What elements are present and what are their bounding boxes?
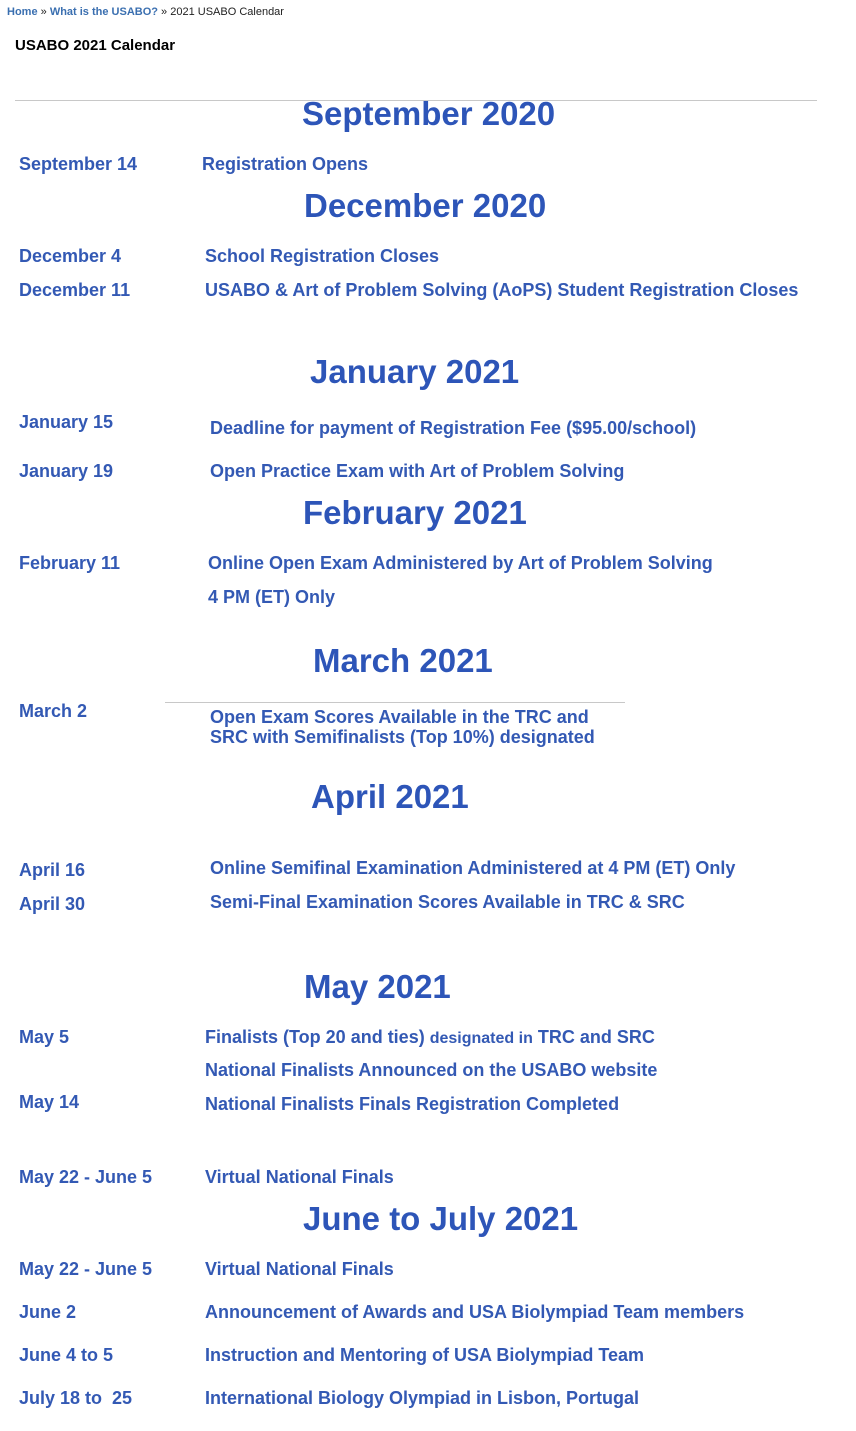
- event-semifinalists-designated: SRC with Semifinalists (Top 10%) designated: [210, 727, 595, 747]
- breadcrumb: [7, 6, 284, 18]
- date-may-5: May 5: [19, 1027, 70, 1047]
- month-heading-june-to-july-2021: June to July 2021: [303, 1200, 579, 1237]
- event-open-exam-scores: Open Exam Scores Available in the TRC and: [210, 707, 589, 727]
- month-heading-march-2021: March 2021: [313, 642, 493, 679]
- page-title: USABO 2021 Calendar: [15, 37, 176, 54]
- date-july-18-to-25: July 18 to 25: [19, 1388, 133, 1408]
- date-january-15: January 15: [19, 412, 114, 432]
- date-april-30: April 30: [19, 894, 86, 914]
- date-december-4: December 4: [19, 246, 122, 266]
- date-may-22-june-5: May 22 - June 5: [19, 1259, 153, 1279]
- breadcrumb-separator: »: [161, 6, 168, 18]
- event-virtual-national-finals: Virtual National Finals: [205, 1167, 394, 1187]
- date-june-2: June 2: [19, 1302, 77, 1322]
- event-team-instruction-mentoring: Instruction and Mentoring of USA Biolympiad Team: [205, 1345, 645, 1365]
- event-international-biology-olympiad: International Biology Olympiad in Lisbon, Portugal: [205, 1388, 640, 1408]
- month-heading-may-2021: May 2021: [304, 968, 451, 1005]
- month-heading-february-2021: February 2021: [303, 494, 527, 531]
- date-march-2: March 2: [19, 701, 88, 721]
- event-finalists-designated-part: Finalists (Top 20 and ties): [205, 1027, 425, 1047]
- month-heading-september-2020: September 2020: [302, 95, 556, 132]
- event-registration-fee-deadline: Deadline for payment of Registration Fee ($95.00/school): [210, 418, 697, 438]
- date-february-11: February 11: [19, 553, 121, 573]
- event-finalists-designated-part: designated in: [429, 1030, 533, 1047]
- month-heading-april-2021: April 2021: [311, 778, 469, 815]
- breadcrumb-separator: »: [40, 6, 47, 18]
- date-may-14: May 14: [19, 1092, 80, 1112]
- date-december-11: December 11: [19, 280, 131, 300]
- date-april-16: April 16: [19, 860, 86, 880]
- date-june-4-to-5: June 4 to 5: [19, 1345, 114, 1365]
- event-school-registration-closes: School Registration Closes: [205, 246, 440, 266]
- divider: [165, 702, 625, 703]
- event-finals-registration-completed: National Finalists Finals Registration Completed: [205, 1094, 620, 1114]
- event-virtual-national-finals: Virtual National Finals: [205, 1259, 394, 1279]
- date-september-14: September 14: [19, 154, 138, 174]
- breadcrumb-home-link[interactable]: Home: [7, 6, 38, 18]
- event-national-finalists-announced: National Finalists Announced on the USABO website: [205, 1060, 658, 1080]
- breadcrumb-section-link[interactable]: What is the USABO?: [49, 6, 158, 18]
- event-registration-opens: Registration Opens: [202, 154, 369, 174]
- event-online-semifinal-exam: Online Semifinal Examination Administered at 4 PM (ET) Only: [210, 858, 736, 878]
- month-heading-january-2021: January 2021: [310, 353, 520, 390]
- month-heading-december-2020: December 2020: [304, 187, 547, 224]
- event-finalists-designated: [205, 1027, 655, 1048]
- date-january-19: January 19: [19, 461, 114, 481]
- event-open-practice-exam: Open Practice Exam with Art of Problem Solving: [210, 461, 625, 481]
- event-online-open-exam: Online Open Exam Administered by Art of Problem Solving: [208, 553, 713, 573]
- breadcrumb-current: 2021 USABO Calendar: [170, 6, 284, 18]
- date-may-22-june-5: May 22 - June 5: [19, 1167, 153, 1187]
- event-semifinal-scores: Semi-Final Examination Scores Available in TRC & SRC: [210, 892, 685, 912]
- event-finalists-designated-part: TRC and SRC: [537, 1027, 655, 1047]
- event-open-exam-time: 4 PM (ET) Only: [208, 587, 336, 607]
- event-student-registration-closes: USABO & Art of Problem Solving (AoPS) Student Registration Closes: [205, 280, 799, 300]
- event-awards-announcement: Announcement of Awards and USA Biolympiad Team members: [205, 1302, 745, 1322]
